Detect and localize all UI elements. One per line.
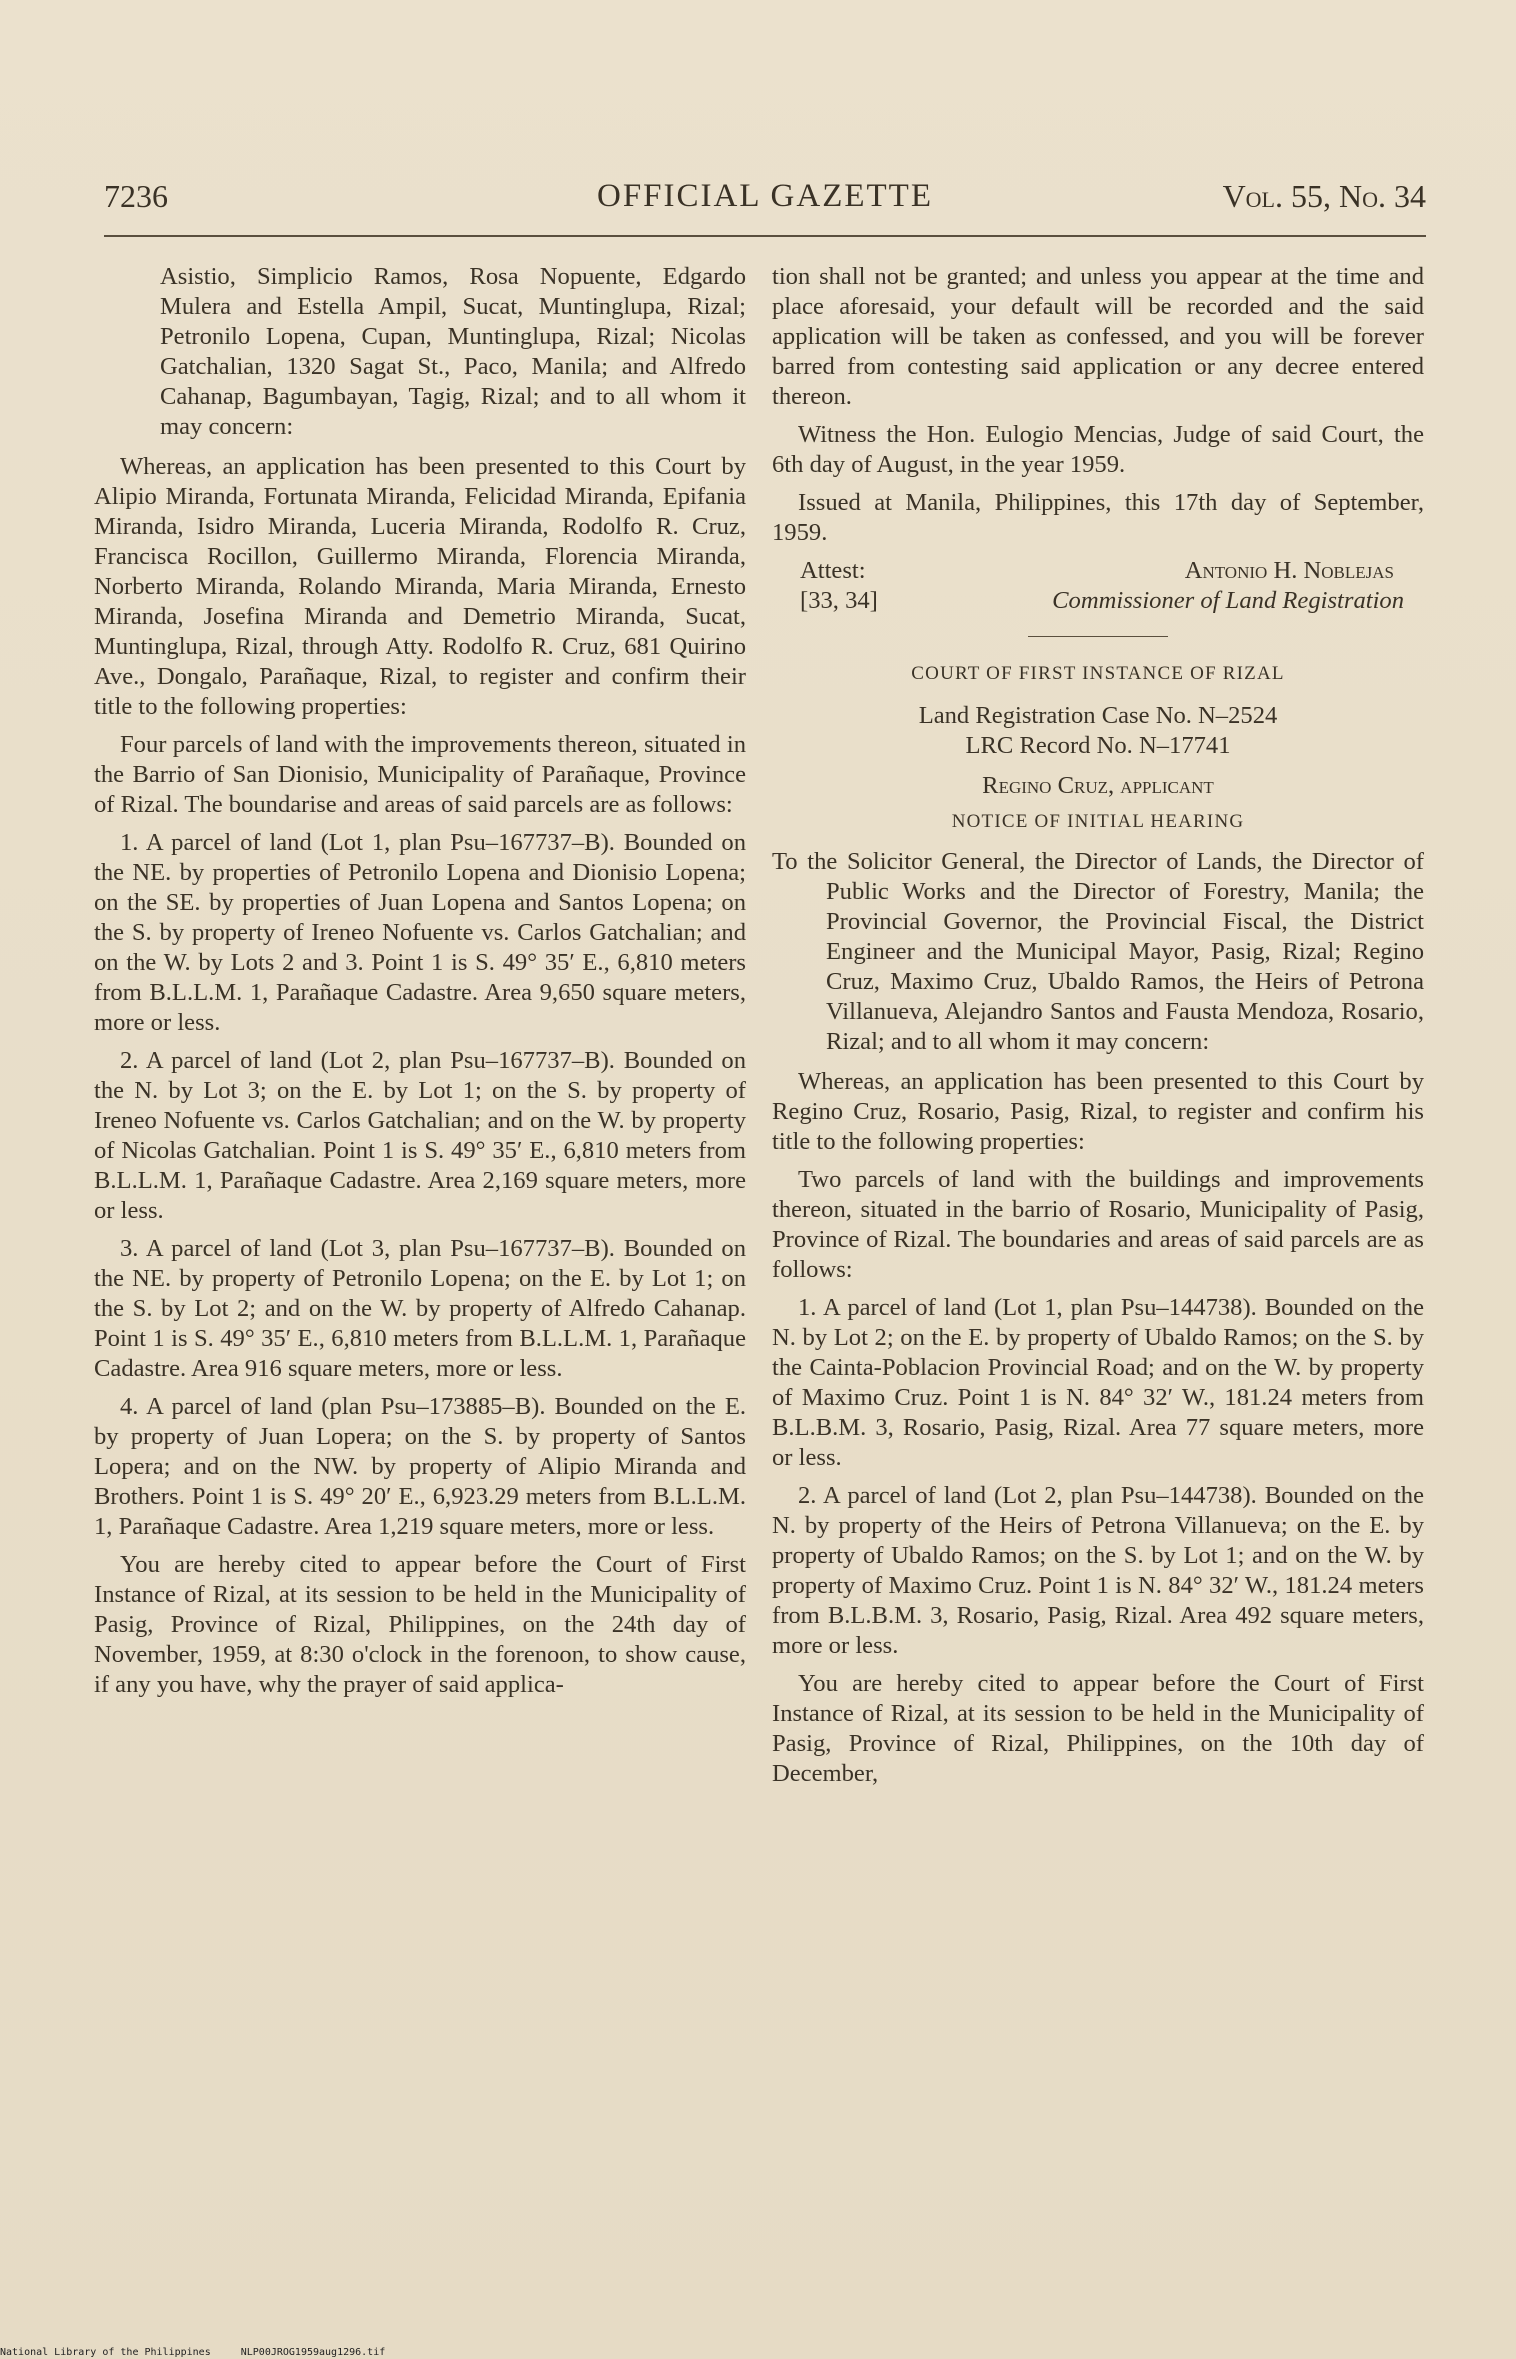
parcel-1: 1. A parcel of land (Lot 1, plan Psu–167737–B). Bounded on the NE. by properties of Petronilo Lopena and Dionisio Lopena; on the SE. by properties of Juan Lopena and Santos Lopena; on the S. by property of Ireneo Nofuente vs. Carlos Gatchalian; and on the W. by Lots 2 and 3. Point 1 is S. 49° 35′ E., 6,810 meters from B.L.L.M. 1, Parañaque Cadastre. Area 9,650 square meters, more or less.	[94, 829, 746, 1036]
parcel-4: 4. A parcel of land (plan Psu–173885–B). Bounded on the E. by property of Juan Lopera; on the S. by property of Santos Lopera; and on the NW. by property of Alipio Miranda and Brothers. Point 1 is S. 49° 20′ E., 6,923.29 meters from B.L.L.M. 1, Parañaque Cadastre. Area 1,219 square meters, more or less.	[94, 1393, 746, 1540]
attest-line	[772, 556, 1424, 586]
citation-continued: tion shall not be granted; and unless you appear at the time and place aforesaid, your default will be recorded and the said application will be taken as confessed, and you will be forever barred from contesting said application or any decree entered thereon.	[772, 263, 1424, 410]
applicant-line: Regino Cruz, applicant	[982, 772, 1214, 799]
parcel-1-b: 1. A parcel of land (Lot 1, plan Psu–144738). Bounded on the N. by Lot 2; on the E. by property of Ubaldo Ramos; on the S. by the Cainta-Poblacion Provincial Road; and on the W. by property of Maximo Cruz. Point 1 is N. 84° 32′ W., 181.24 meters from B.L.B.M. 3, Rosario, Pasig, Rizal. Area 77 square meters, more or less.	[772, 1294, 1424, 1471]
parcel-2: 2. A parcel of land (Lot 2, plan Psu–167737–B). Bounded on the N. by Lot 3; on the E. by Lot 1; on the S. by property of Ireneo Nofuente vs. Carlos Gatchalian; and on the W. by property of Nicolas Gatchalian. Point 1 is S. 49° 35′ E., 6,810 meters from B.L.L.M. 1, Parañaque Cadastre. Area 2,169 square meters, more or less.	[94, 1047, 746, 1224]
case-number: Land Registration Case No. N–2524	[918, 702, 1278, 729]
header-rule	[104, 235, 1426, 237]
scan-filename: NLP00JROG1959aug1296.tif	[240, 2347, 386, 2358]
whereas-paragraph: Whereas, an application has been presented to this Court by Alipio Miranda, Fortunata Miranda, Felicidad Miranda, Epifania Miranda, Isidro Miranda, Luceria Miranda, Rodolfo R. Cruz, Francisca Rocillon, Guillermo Miranda, Florencia Miranda, Norberto Miranda, Rolando Miranda, Maria Miranda, Ernesto Miranda, Josefina Miranda and Demetrio Miranda, Sucat, Muntinglupa, Rizal, through Atty. Rodolfo R. Cruz, 681 Quirino Ave., Dongalo, Parañaque, Rizal, to register and confirm their title to the following properties:	[94, 453, 746, 720]
citation-paragraph-2: You are hereby cited to appear before the Court of First Instance of Rizal, at its session to be held in the Municipality of Pasig, Province of Rizal, Philippines, on the 10th day of December,	[772, 1670, 1424, 1787]
parcel-2-b: 2. A parcel of land (Lot 2, plan Psu–144738). Bounded on the N. by property of the Heirs of Petrona Villanueva; on the E. by property of Ubaldo Ramos; on the S. by Lot 1; and on the W. by property of Maximo Cruz. Point 1 is N. 84° 32′ W., 181.24 meters from B.L.B.M. 3, Rosario, Pasig, Rizal. Area 492 square meters, more or less.	[772, 1482, 1424, 1659]
whereas-paragraph-2: Whereas, an application has been presented to this Court by Regino Cruz, Rosario, Pasig, Rizal, to register and confirm his title to the following properties:	[772, 1068, 1424, 1155]
court-heading: COURT OF FIRST INSTANCE OF RIZAL	[911, 663, 1285, 684]
notice-heading: NOTICE OF INITIAL HEARING	[951, 811, 1245, 832]
section-divider	[1028, 636, 1168, 637]
attest-line-2	[772, 586, 1424, 616]
issue-reference: [33, 34]	[800, 587, 878, 614]
citation-paragraph: You are hereby cited to appear before the Court of First Instance of Rizal, at its session to be held in the Municipality of Pasig, Province of Rizal, Philippines, on the 24th day of November, 1959, at 8:30 o'clock in the forenoon, to show cause, if any you have, why the prayer of said applica-	[94, 1551, 746, 1698]
attest-signatory: Antonio H. Noblejas	[1184, 557, 1394, 584]
right-column	[772, 262, 1424, 1797]
lrc-record-number: LRC Record No. N–17741	[965, 732, 1231, 759]
page-header	[104, 178, 1426, 228]
page-number: 7236	[104, 178, 168, 214]
attest-label: Attest:	[800, 557, 866, 584]
addressees: To the Solicitor General, the Director of Lands, the Director of Public Works and the Director of Forestry, Manila; the Provincial Governor, the Provincial Fiscal, the District Engineer and the Municipal Mayor, Pasig, Rizal; Regino Cruz, Maximo Cruz, Ubaldo Ramos, the Heirs of Petrona Villanueva, Alejandro Santos and Fausta Mendoza, Rosario, Rizal; and to all whom it may concern:	[772, 848, 1424, 1055]
volume-number: Vol. 55, No. 34	[1222, 178, 1426, 214]
addressees-continued: Asistio, Simplicio Ramos, Rosa Nopuente, Edgardo Mulera and Estella Ampil, Sucat, Muntinglupa, Rizal; Petronilo Lopena, Cupan, Muntinglupa, Rizal; Nicolas Gatchalian, 1320 Sagat St., Paco, Manila; and Alfredo Cahanap, Bagumbayan, Tagig, Rizal; and to all whom it may concern:	[160, 263, 746, 440]
signatory-title: Commissioner of Land Registration	[1052, 587, 1404, 614]
parcels-intro: Four parcels of land with the improvements thereon, situated in the Barrio of San Dionisio, Municipality of Parañaque, Province of Rizal. The boundarise and areas of said parcels are as follows:	[94, 731, 746, 818]
library-credit: National Library of the Philippines	[0, 2347, 211, 2358]
parcels-intro-2: Two parcels of land with the buildings and improvements thereon, situated in the barrio of Rosario, Municipality of Pasig, Province of Rizal. The boundaries and areas of said parcels are as follows:	[772, 1166, 1424, 1283]
publication-title: OFFICIAL GAZETTE	[597, 178, 933, 214]
scan-footer	[0, 2347, 409, 2358]
left-column	[94, 262, 746, 1708]
witness-paragraph: Witness the Hon. Eulogio Mencias, Judge of said Court, the 6th day of August, in the year 1959.	[772, 421, 1424, 478]
parcel-3: 3. A parcel of land (Lot 3, plan Psu–167737–B). Bounded on the NE. by property of Petronilo Lopena; on the E. by Lot 1; on the S. by Lot 2; and on the W. by property of Alfredo Cahanap. Point 1 is S. 49° 35′ E., 6,810 meters from B.L.L.M. 1, Parañaque Cadastre. Area 916 square meters, more or less.	[94, 1235, 746, 1382]
issued-paragraph: Issued at Manila, Philippines, this 17th day of September, 1959.	[772, 489, 1424, 546]
